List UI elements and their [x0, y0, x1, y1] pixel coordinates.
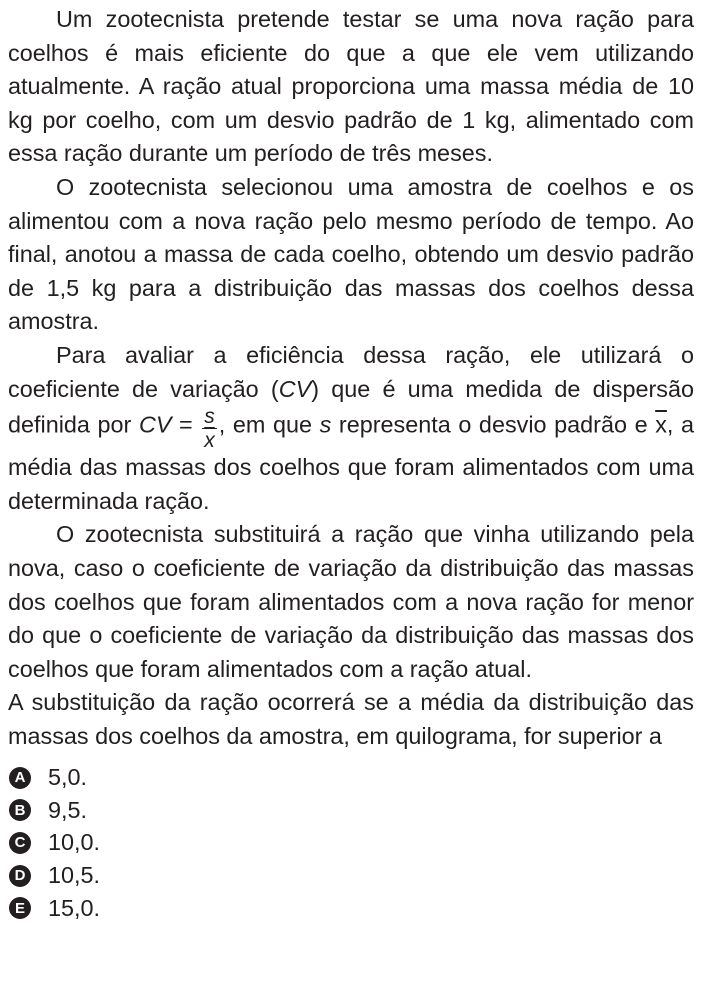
option-d-text: 10,5.: [48, 862, 101, 889]
answer-options: [8, 761, 694, 924]
option-c-letter-icon: C: [9, 832, 31, 854]
paragraph-3: [8, 339, 694, 518]
formula-equals: =: [171, 411, 201, 438]
paragraph-3-text-b: ) que é uma medida de dispersão definida por: [8, 375, 694, 438]
option-b-text: 9,5.: [48, 796, 88, 823]
question-stem: A substituição da ração ocorrerá se a média da distribuição das massas dos coelhos da amostra, em quilograma, for superior a: [8, 689, 694, 749]
option-c-text: 10,0.: [48, 829, 101, 856]
xbar-variable: $\overline{x}$: [655, 411, 667, 438]
paragraph-3-text-a: Para avaliar a eficiência dessa ração, ele utilizará o coeficiente de variação (: [8, 341, 694, 402]
option-a-text: 5,0.: [48, 764, 88, 791]
formula-lhs: CV: [138, 411, 172, 438]
option-d-letter-icon: D: [9, 865, 31, 887]
option-d[interactable]: [8, 859, 694, 892]
paragraph-4: O zootecnista substituirá a ração que vinha utilizando pela nova, caso o coeficiente de variação da distribuição das massas dos coelhos que foram alimentados com a nova ração for menor do que o coeficiente de variação da distribuição das massas dos coelhos que foram alimentados com a ração atual.: [8, 521, 694, 682]
option-a[interactable]: [8, 761, 694, 794]
fraction-numerator: s: [204, 405, 215, 429]
option-e-letter-icon: E: [9, 897, 31, 919]
paragraph-1: Um zootecnista pretende testar se uma nova ração para coelhos é mais eficiente do que a que ele vem utilizando atualmente. A ração atual proporciona uma massa média de 10 kg por coelho, com um desvio padrão de 1 kg, alimentado com essa ração durante um período de três meses.: [8, 6, 694, 167]
fraction-denominator: x: [204, 429, 215, 453]
option-e-text: 15,0.: [48, 894, 101, 921]
option-b[interactable]: [8, 794, 694, 827]
paragraph-2: O zootecnista selecionou uma amostra de coelhos e os alimentou com a nova ração pelo mesmo período de tempo. Ao final, anotou a massa de cada coelho, obtendo um desvio padrão de 1,5 kg para a distribuição das massas dos coelhos dessa amostra.: [8, 173, 694, 335]
option-a-letter-icon: A: [9, 767, 31, 789]
cv-fraction: [202, 406, 217, 451]
paragraph-3-text-e: , a média das massas dos coelhos que foram alimentados com uma determinada ração.: [8, 411, 694, 514]
question-page: [8, 3, 694, 940]
option-e[interactable]: [8, 892, 694, 925]
option-c[interactable]: [8, 827, 694, 860]
paragraph-3-text-c: , em que: [218, 411, 320, 438]
option-b-letter-icon: B: [9, 799, 31, 821]
paragraph-3-text-d: representa o desvio padrão e: [331, 411, 656, 438]
s-variable: s: [319, 411, 332, 438]
cv-abbreviation: CV: [278, 375, 312, 402]
